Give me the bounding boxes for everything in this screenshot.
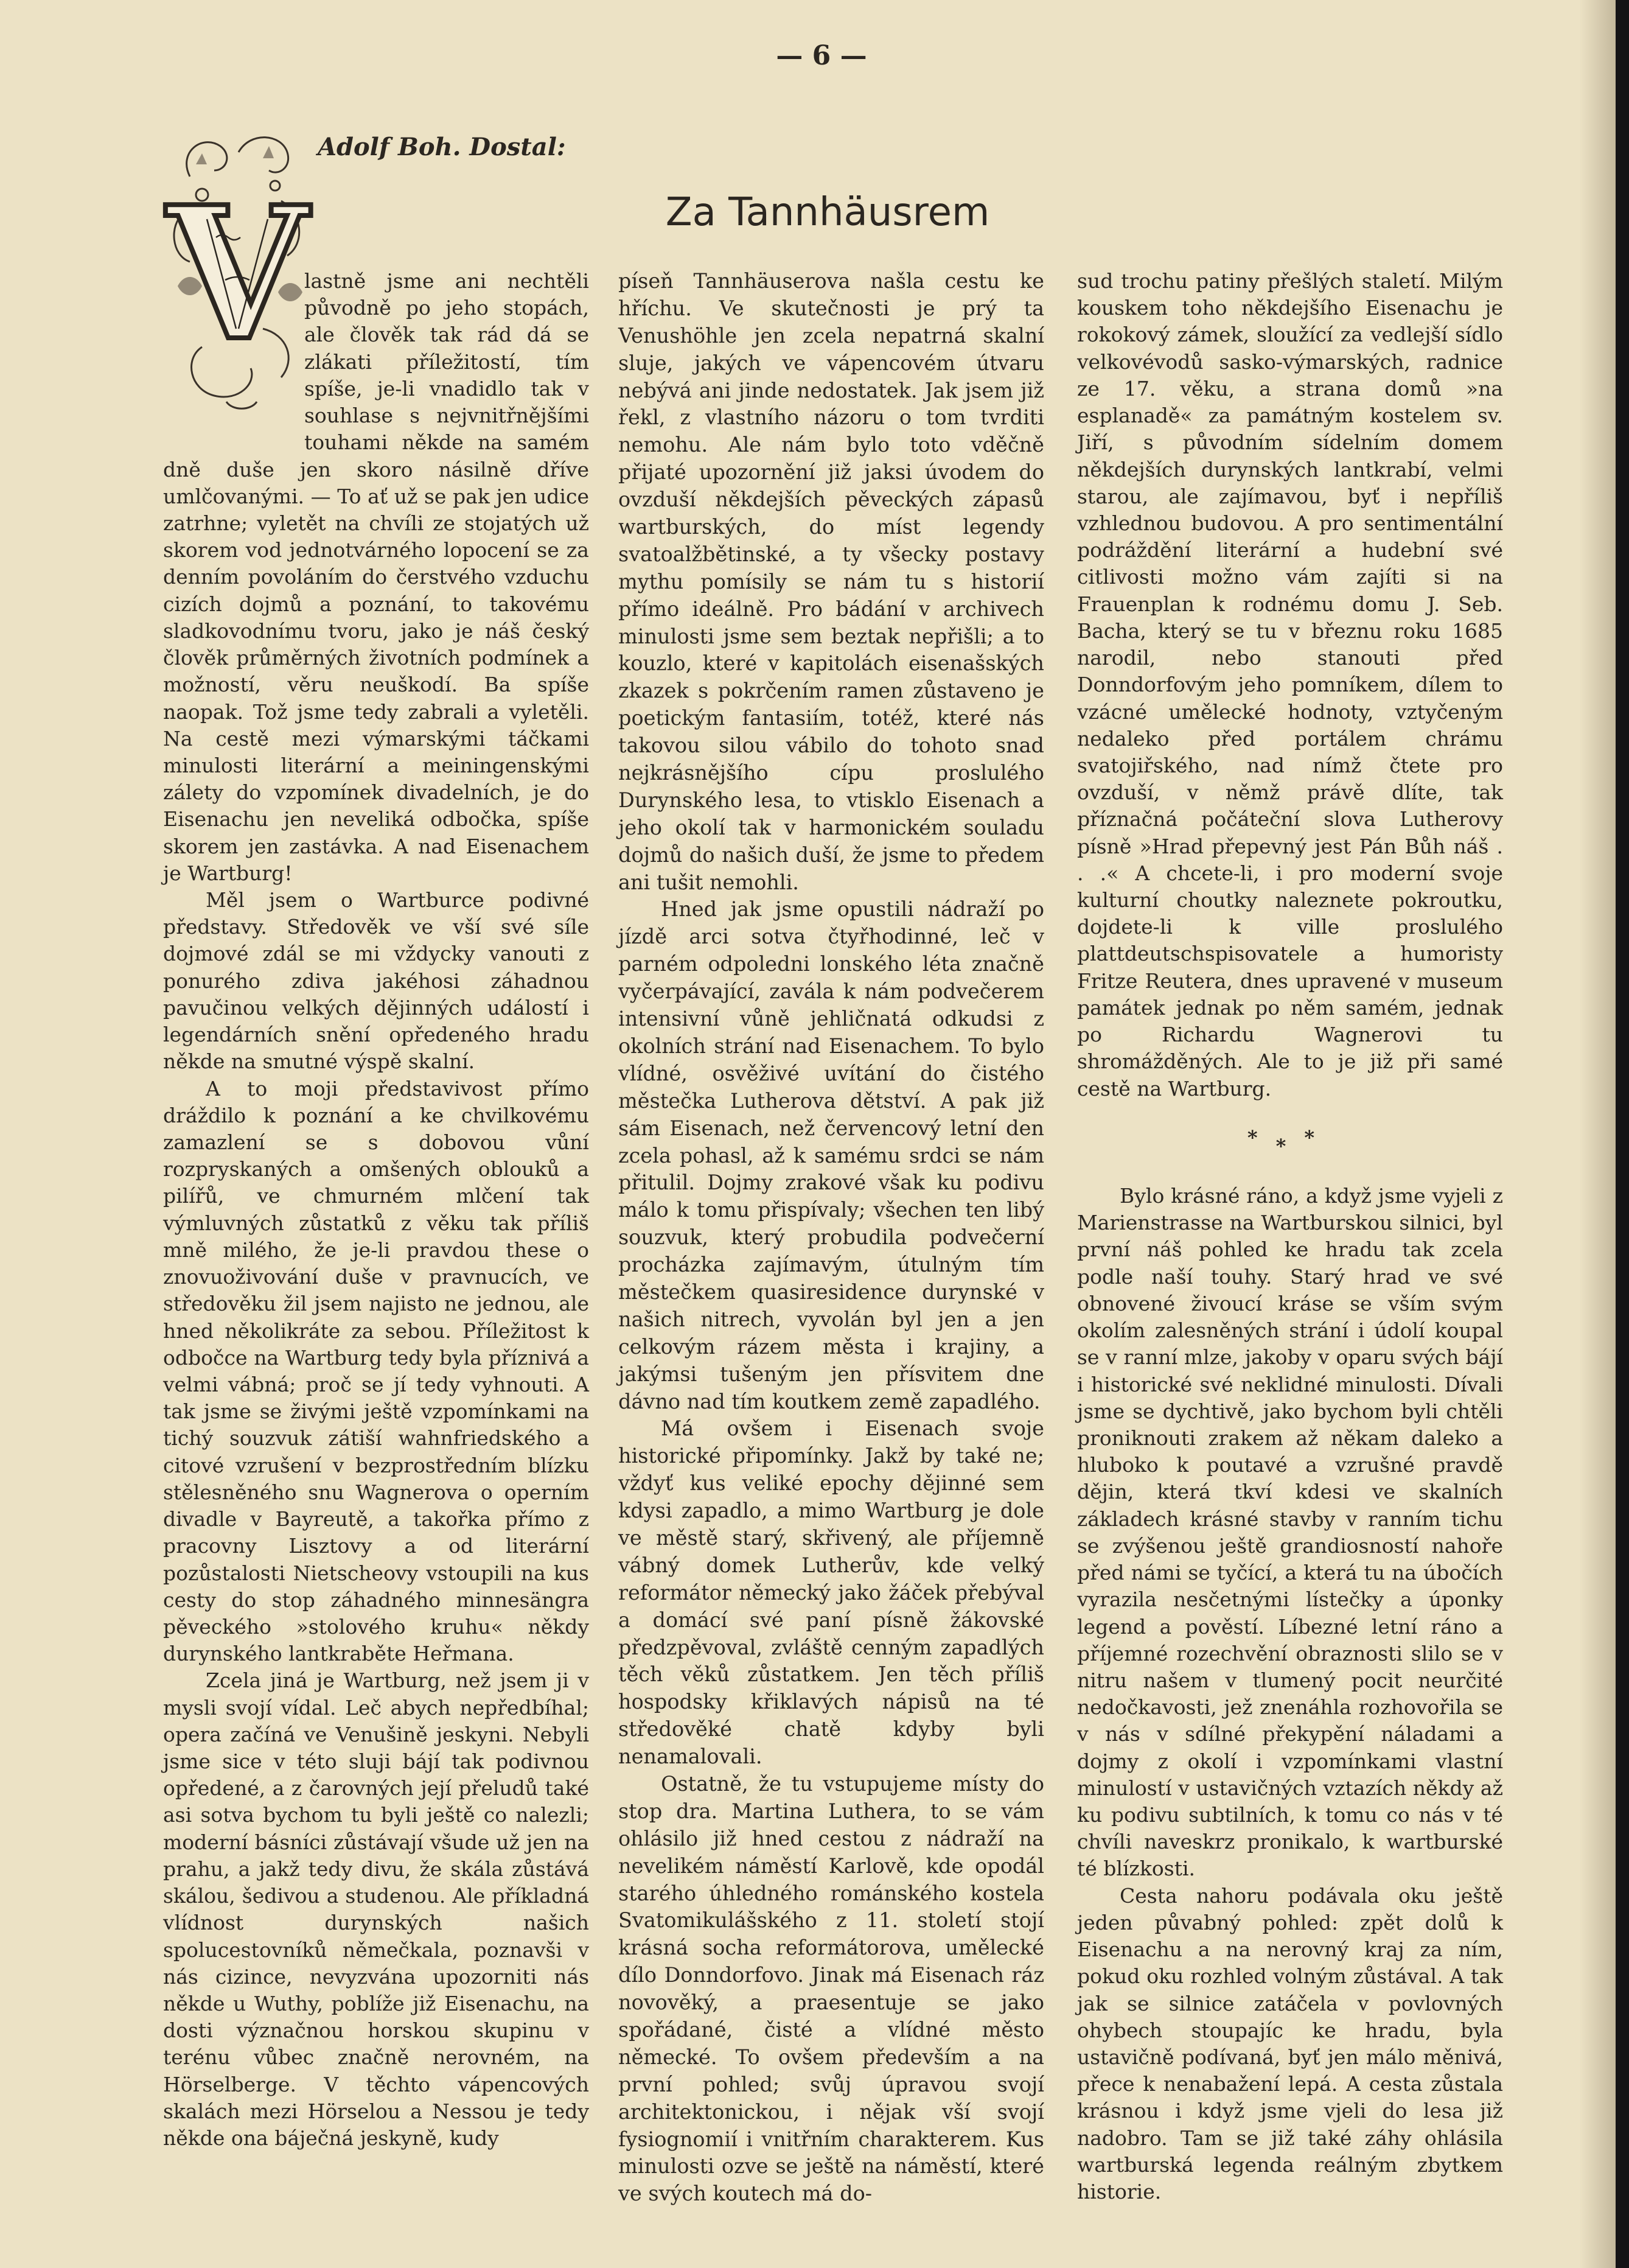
dropcap-space [163, 268, 304, 444]
svg-text:V: V [166, 166, 309, 381]
paragraph: A to moji představivost přímo dráždilo k poznání a ke chvilkovému zamazlení se s dobovou vůní rozpryskaných a omšených oblouků a pilířů, ve chmurném mlčení tak výmluvných zůstatků z věku tak příliš mně milého, že je-li pravdou these o znovuoživování duše v pravnucích, ve středověku žil jsem najisto ne jednou, ale hned několikráte za sebou. Příležitost k odbočce na Wartburg tedy byla příznivá a velmi vábná; proč se jí tedy vyhnouti. A tak jsme se živými ještě vzpomínkami na tichý souzvuk zátiší wahnfriedského a citové vzrušení v bezprostředním blízku stělesněného snu Wagnerova o operním divadle v Bayreutě, a takořka přímo z pracovny Lisztovy a od literární pozůstalosti Nietscheovy vstoupili na kus cesty do stop záhadného minnesängra pěveckého »stolového kruhu« někdy durynského lantkraběte Heřmana. [163, 1076, 589, 1666]
paragraph: Má ovšem i Eisenach svoje historické připomínky. Jakž by také ne; vždyť kus veliké epochy dějinné sem kdysi zapadlo, a mimo Wartburg je dole ve městě starý, skřivený, ale příjemně vábný domek Lutherův, kde velký reformátor německý jako žáček přebýval a domácí své paní písně žákovské předzpěvoval, zvláště cenným zapadlých těch věků zůstatkem. Jen těch příliš hospodsky křiklavých nápisů na té středověké chatě kdyby byli nenamalovali. [618, 1416, 1044, 1769]
article-title: Za Tannhäusrem [665, 190, 990, 235]
paragraph: Měl jsem o Wartburce podivné představy. Středověk ve vší své síle dojmové zdál se mi vždycky vanouti z ponurého zdiva jakéhosi záhadnou pavučinou velkých dějinných událostí i legendárních snění opředeného hradu někde na smutné výspě skalní. [163, 888, 589, 1074]
paragraph: Cesta nahoru podávala oku ještě jeden půvabný pohled: zpět dolů k Eisenachu a na nerovný kraj za ním, pokud oku rozhled volným zůstával. A tak jak se silnice zatáčela v povlovných ohybech stoupajíc ke hradu, byla ustavičně podívaná, byť jen málo měnivá, přece k nenabažení lepá. A cesta zůstala krásnou i když jsme vjeli do lesa již nadobro. Tam se již také záhy ohlásila wartburská legenda reálným zbytkem historie. [1077, 1883, 1503, 2204]
paragraph: lastně jsme ani nechtěli původně po jeho stopách, ale člověk tak rád dá se zlákati příležitostí, tím spíše, je-li vnadidlo tak v souhlase s nejvnitřnějšími touhami někde na samém dně duše jen skoro násilně dříve umlčovanými. — To ať už se pak jen udice zatrhne; vyletět na chvíli ze stojatých už skorem vod jednotvárného lopocení se za denním povoláním do čerstvého vzduchu cizích dojmů a poznání, to takovému sladkovodnímu tvoru, jako je náš český člověk průměrných životních podmínek a možností, věru neuškodí. Ba spíše naopak. Tož jsme tedy zabrali a vyletěli. Na cestě mezi výmarskými táčkami minulosti literární a meiningenskými zálety do vzpomínek divadelních, je do Eisenachu jen neveliká odbočka, spíše skorem jen zastávka. A nad Eisenachem je Wartburg! [163, 269, 589, 885]
section-break [1077, 1124, 1503, 1158]
paragraph: Zcela jiná je Wartburg, než jsem ji v mysli svojí vídal. Leč abych nepředbíhal; opera začíná ve Venušině jeskyni. Nebyli jsme sice v této sluji bájí tak podivnou opředené, a z čarovných její přeludů také asi sotva bychom tu byli ještě co nalezli; moderní básníci zůstávají všude už jen na prahu, a jakž tedy divu, že skála zůstává skálou, šedivou a studenou. Ale příkladná vlídnost durynských našich spolucestovníků němečkala, poznavši v nás cizince, nevyzvána upozorniti nás někde u Wuthy, poblíže již Eisenachu, na dosti význačnou horskou skupinu v terénu vůbec značně nerovném, na Hörselberge. V těchto vápencových skalách mezi Hörselou a Nessou je tedy někde ona báječná jeskyně, kudy [163, 1668, 589, 2151]
asterisk: * [1247, 1125, 1276, 1149]
asterisk: * [1275, 1134, 1305, 1158]
asterisk: * [1304, 1125, 1333, 1149]
paragraph: sud trochu patiny přešlých staletí. Milým kouskem toho někdejšího Eisenachu je rokokový zámek, sloužící za vedlejší sídlo velkovévodů sasko-výmarských, radnice ze 17. věku, a strana domů »na esplanadě« za památným kostelem sv. Jiří, s původním sídelním domem někdejších durynských lantkrabí, velmi starou, ale zajímavou, byť i nepříliš vzhlednou budovou. A pro sentimentální podráždění literární a hudební své citlivosti možno vám zajíti si na Frauenplan k rodnému domu J. Seb. Bacha, který se tu v březnu roku 1685 narodil, nebo stanouti před Donndorfovým jeho pomníkem, dílem to vzácné umělecké hodnoty, vztyčeným nedaleko před portálem chrámu svatojiřského, nad nímž čtete pro ovzduší, v němž právě dlíte, tak příznačná počáteční slova Lutherovy písně »Hrad přepevný jest Pán Bůh náš . . .« A chcete-li, i pro moderní svoje kulturní choutky naleznete pokroutku, dojdete-li k ville proslulého plattdeutschspisovatele a humoristy Fritze Reutera, dnes upravené v museum památek jednak po něm samém, jednak po Richardu Wagnerovi tu shromážděných. Ale to je již při samé cestě na Wartburg. [1077, 269, 1503, 1101]
text-column-1 [163, 268, 589, 2152]
page-binding-edge [1616, 0, 1629, 2268]
text-column-3 [1077, 268, 1503, 2205]
text-column-2 [618, 268, 1044, 2208]
page-number: — 6 — [776, 40, 867, 71]
paragraph: Bylo krásné ráno, a když jsme vyjeli z Marienstrasse na Wartburskou silnici, byl první náš pohled ke hradu tak zcela podle naší touhy. Starý hrad ve své obnovené živoucí kráse se vším svým okolím zalesněných strání i údolí koupal se v ranní mlze, jakoby v oparu svých bájí i historické své neklidné minulosti. Dívali jsme se dychtivě, jako bychom byli chtěli proniknouti zrakem až někam daleko a hluboko k poutavé a vzrušné pravdě dějin, která tkví kdesi ve skalních základech krásné stavby v ranním tichu se zvýšenou ještě grandiosností nahoře před námi se tyčící, a která tu na úbočích vyrazila nesčetnými lístečky a úponky legend a pověstí. Líbezné letní ráno a příjemné rozechvění obraznosti slilo se v nitru našem v tlumený pocit neurčité nedočkavosti, jež znenáhla rozhovořila se v nás v sdílné překypění náladami a dojmy z okolí i vzpomínkami vlastní minulostí v ustavičných vztazích někdy až ku podivu subtilních, k tomu co nás v té chvíli naveskrz pronikalo, k wartburské té blízkosti. [1077, 1184, 1503, 1881]
author-name: Adolf Boh. Dostal: [318, 133, 566, 161]
paragraph: píseň Tannhäuserova našla cestu ke hříchu. Ve skutečnosti je prý ta Venushöhle jen zcela nepatrná skalní sluje, jakých ve vápencovém útvaru nebývá ani jinde nedostatek. Jak jsem již řekl, z vlastního názoru o tom tvrditi nemohu. Ale nám bylo toto vděčně přijaté upozornění již jaksi úvodem do ovzduší někdejších pěveckých zápasů wartburských, do míst legendy svatoalžbětinské, a ty všecky postavy mythu pomísily se nám tu s historií přímo ideálně. Pro bádání v archivech minulosti jsme sem beztak nepřišli; a to kouzlo, které v kapitolách eisenašských zkazek s pokrčením ramen zůstaveno je poetickým fantasiím, totéž, které nás takovou silou vábilo do tohoto snad nejkrásnějšího cípu proslulého Durynského lesa, to vtisklo Eisenach a jeho okolí tak v harmonickém souladu dojmů do našich duší, že jsme to předem ani tušit nemohli. [618, 269, 1044, 894]
paragraph: Ostatně, že tu vstupujeme místy do stop dra. Martina Luthera, to se vám ohlásilo již hned cestou z nádraží na nevelikém náměstí Karlově, kde opodál starého úhledného románského kostela Svatomikulášského z 11. století stojí krásná socha reformátorova, umělecké dílo Donndorfovo. Jinak má Eisenach ráz novověký, a praesentuje se jako spořádané, čisté a vlídné město německé. To ovšem především a na první pohled; svůj úpravou svojí architektonickou, i nějak vší svojí fysiognomií i vnitřním charakterem. Kus minulosti ozve se ještě na náměstí, které ve svých koutech má do- [618, 1771, 1044, 2206]
paragraph: Hned jak jsme opustili nádraží po jízdě arci sotva čtyřhodinné, leč v parném odpoledni lonského léta značně vyčerpávající, zavála k nám podvečerem intensivní vůně jehličnatá odkudsi z okolních strání nad Eisenachem. To bylo vlídné, osvěživé uvítání do čistého městečka Lutherova dětství. A pak již sám Eisenach, než červencový letní den zcela pohasl, až k samému srdci se nám přitulil. Dojmy zrakové však ku podivu málo k tomu přispívaly; všechen ten libý souzvuk, který probudila podvečerní procházka zajímavým, útulným tím městečkem quasiresidence durynské v našich nitrech, vyvolán byl jen a jen celkovým rázem města i krajiny, a jakýmsi tušeným jen přísvitem dne dávno nad tím koutkem země zapadlého. [618, 897, 1044, 1413]
